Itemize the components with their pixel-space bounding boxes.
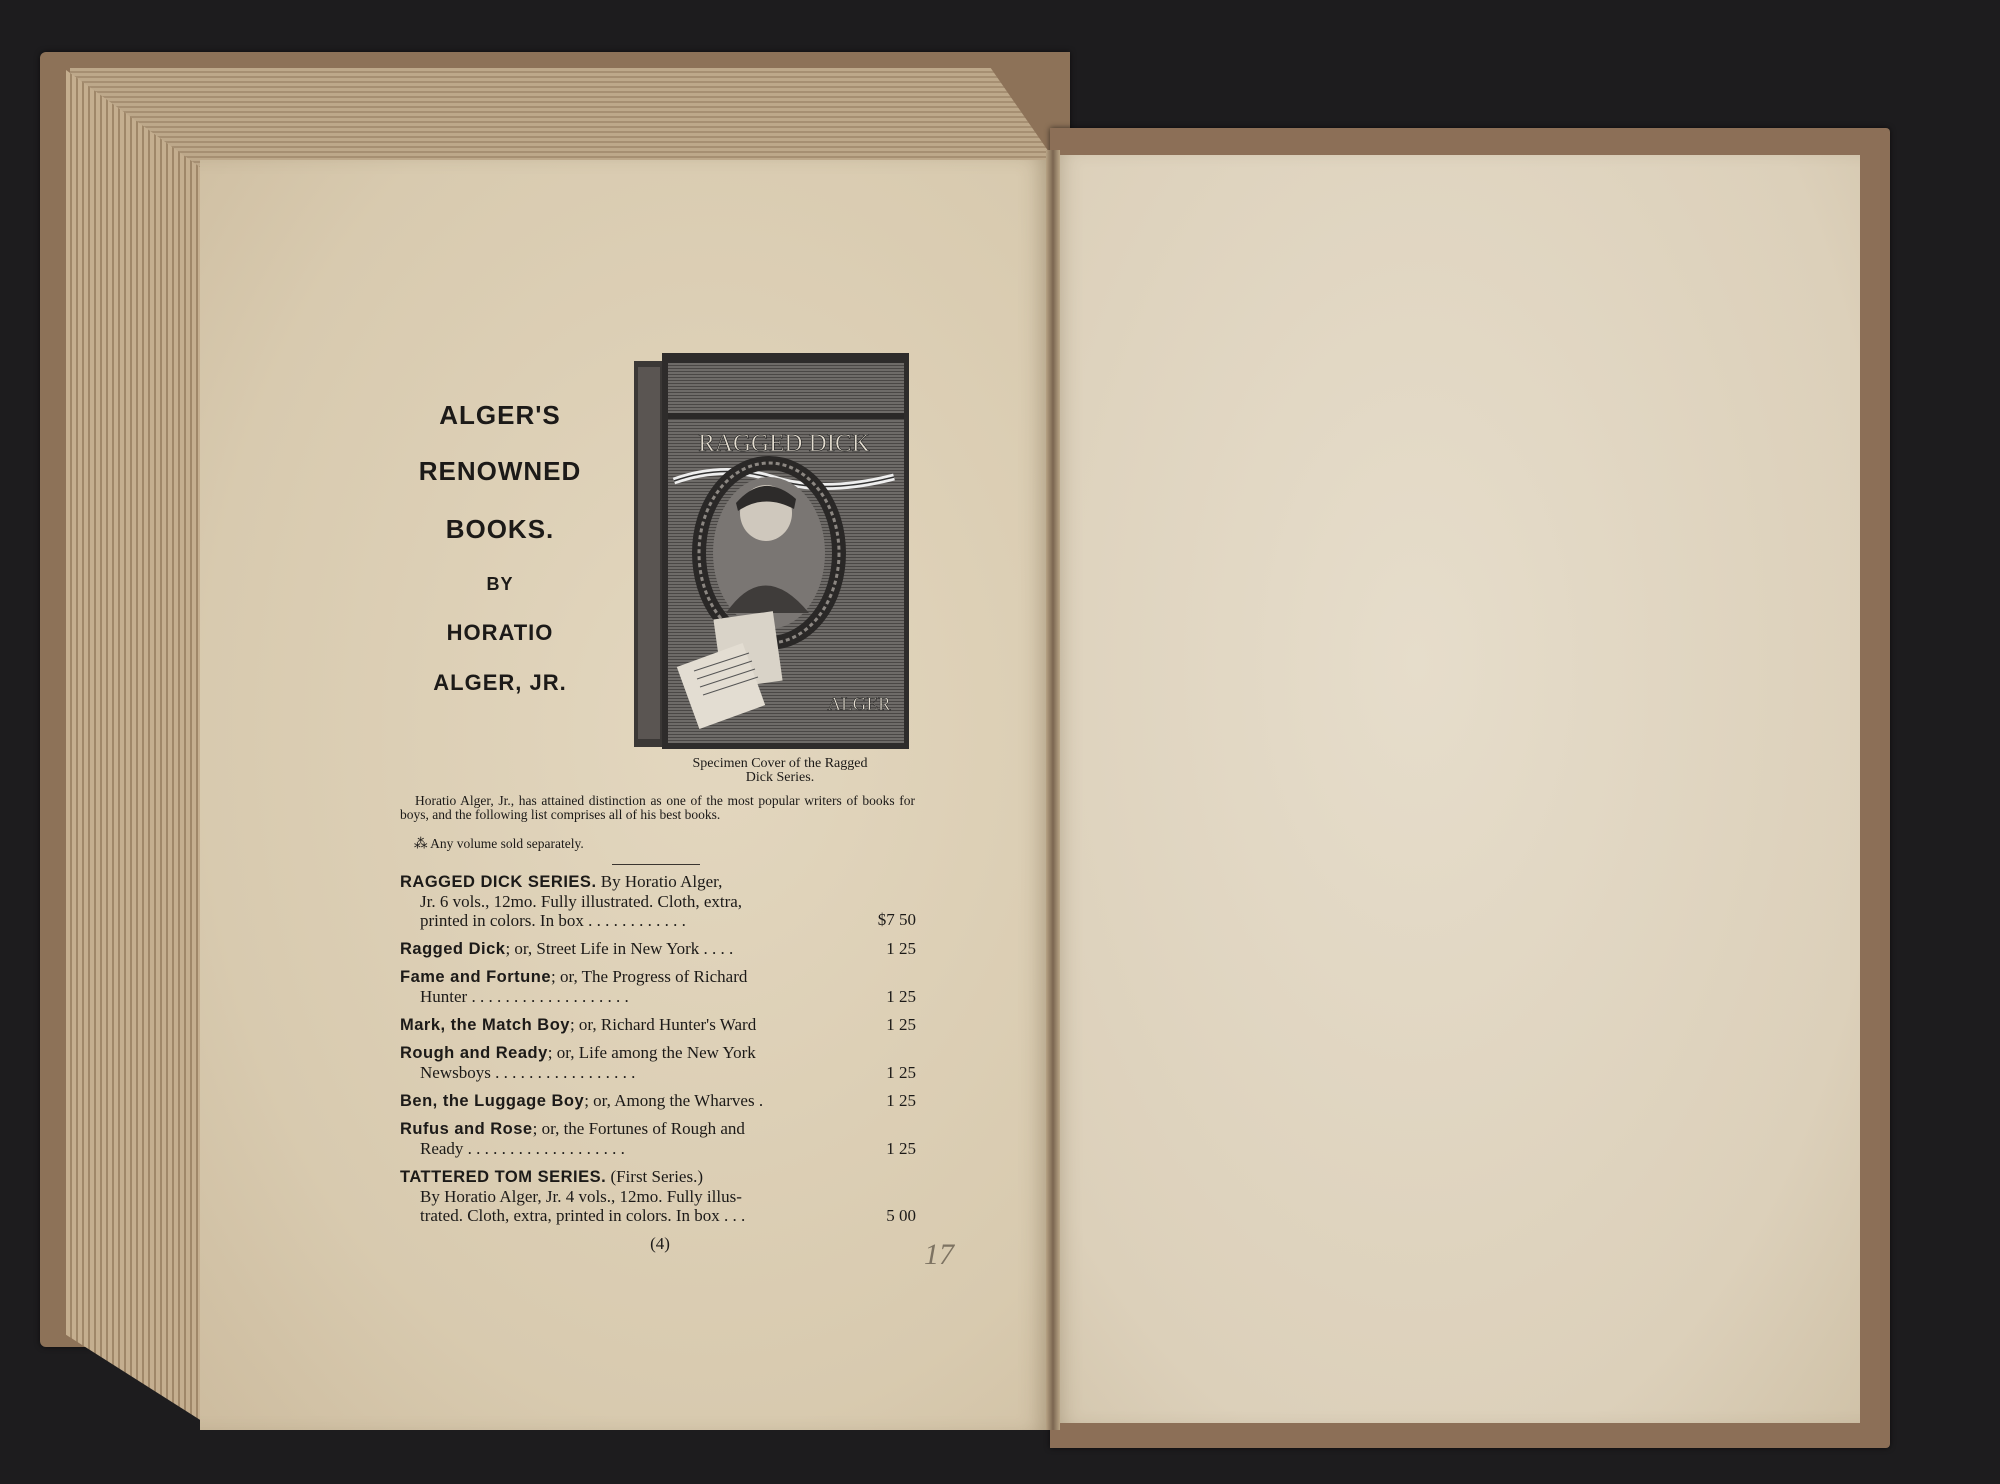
- divider-rule: [612, 864, 700, 865]
- entry-price: 1 25: [886, 1139, 916, 1158]
- entry-text: Jr. 6 vols., 12mo. Fully illustrated. Cloth, extra,: [420, 892, 743, 911]
- entry-title: Mark, the Match Boy: [400, 1016, 570, 1034]
- entry-title: Rough and Ready: [400, 1044, 548, 1062]
- title-line-1: ALGER'S: [439, 400, 561, 430]
- page-number: (4): [650, 1234, 670, 1253]
- entry-title: Fame and Fortune: [400, 968, 552, 986]
- page-edges-side: [66, 70, 216, 1430]
- page-edges-top: [70, 68, 1060, 168]
- title-author-line-2: ALGER, JR.: [433, 670, 567, 695]
- entry-text: ; or, Richard Hunter's Ward: [569, 1015, 757, 1034]
- cover-author-text: ALGER: [827, 694, 891, 715]
- entry-price: 5 00: [886, 1206, 916, 1225]
- entry-price: 1 25: [886, 1015, 916, 1034]
- entry-price: 1 25: [886, 987, 916, 1006]
- handwritten-mark: 17: [924, 1238, 954, 1271]
- entry-price: 1 25: [886, 1091, 916, 1110]
- list-item: [400, 1091, 860, 1111]
- entry-text: printed in colors. In box . . . . . . . . . . . .: [420, 911, 686, 930]
- entry-title: Ragged Dick: [400, 940, 506, 958]
- entry-text: By Horatio Alger,: [596, 872, 723, 891]
- title-line-2: RENOWNED: [418, 456, 582, 486]
- title-line-3: BOOKS.: [445, 514, 555, 544]
- caption-line-2: Dick Series.: [745, 770, 815, 785]
- entry-title: TATTERED TOM SERIES.: [400, 1168, 607, 1186]
- right-page-blank: [1055, 155, 1860, 1423]
- entry-text: ; or, The Progress of Richard: [551, 967, 748, 986]
- list-item: [400, 1119, 860, 1158]
- entry-text: trated. Cloth, extra, printed in colors. In box . . .: [420, 1206, 746, 1225]
- specimen-cover-illustration: [634, 353, 909, 749]
- sold-separately-note: ⁂ Any volume sold separately.: [414, 836, 584, 851]
- entry-text: ; or, the Fortunes of Rough and: [532, 1119, 745, 1138]
- list-item: [400, 939, 860, 959]
- entry-text: ; or, Street Life in New York . . . .: [505, 939, 734, 958]
- intro-paragraph: Horatio Alger, Jr., has attained distinction as one of the most popular writers of books for boys, and the following list comprises all of his best books.: [400, 793, 915, 822]
- entry-text: By Horatio Alger, Jr. 4 vols., 12mo. Fully illus-: [420, 1187, 742, 1206]
- entry-price: $7 50: [877, 910, 916, 929]
- entry-title: Rufus and Rose: [400, 1120, 533, 1138]
- caption-line-1: Specimen Cover of the Ragged: [692, 756, 868, 771]
- list-item: [400, 967, 860, 1006]
- book-gutter: [1046, 150, 1060, 1430]
- list-item: [400, 872, 860, 930]
- list-item: [400, 1167, 860, 1225]
- entry-text: ; or, Life among the New York: [547, 1043, 756, 1062]
- entry-title: Ben, the Luggage Boy: [400, 1092, 585, 1110]
- title-author-line-1: HORATIO: [446, 620, 554, 645]
- list-item: [400, 1043, 860, 1082]
- entry-text: ; or, Among the Wharves .: [584, 1091, 764, 1110]
- entry-text: (First Series.): [606, 1167, 703, 1186]
- illustration-caption: [660, 757, 900, 785]
- entry-text: Hunter . . . . . . . . . . . . . . . . . . .: [420, 987, 629, 1006]
- entry-text: Newsboys . . . . . . . . . . . . . . . . .: [420, 1063, 636, 1082]
- list-item: [400, 1015, 860, 1035]
- cover-title-text: RAGGED DICK: [698, 430, 870, 457]
- entry-price: 1 25: [886, 1063, 916, 1082]
- title-by: BY: [486, 574, 514, 594]
- entry-title: RAGGED DICK SERIES.: [400, 873, 597, 891]
- entry-price: 1 25: [886, 939, 916, 958]
- entry-text: Ready . . . . . . . . . . . . . . . . . . .: [420, 1139, 625, 1158]
